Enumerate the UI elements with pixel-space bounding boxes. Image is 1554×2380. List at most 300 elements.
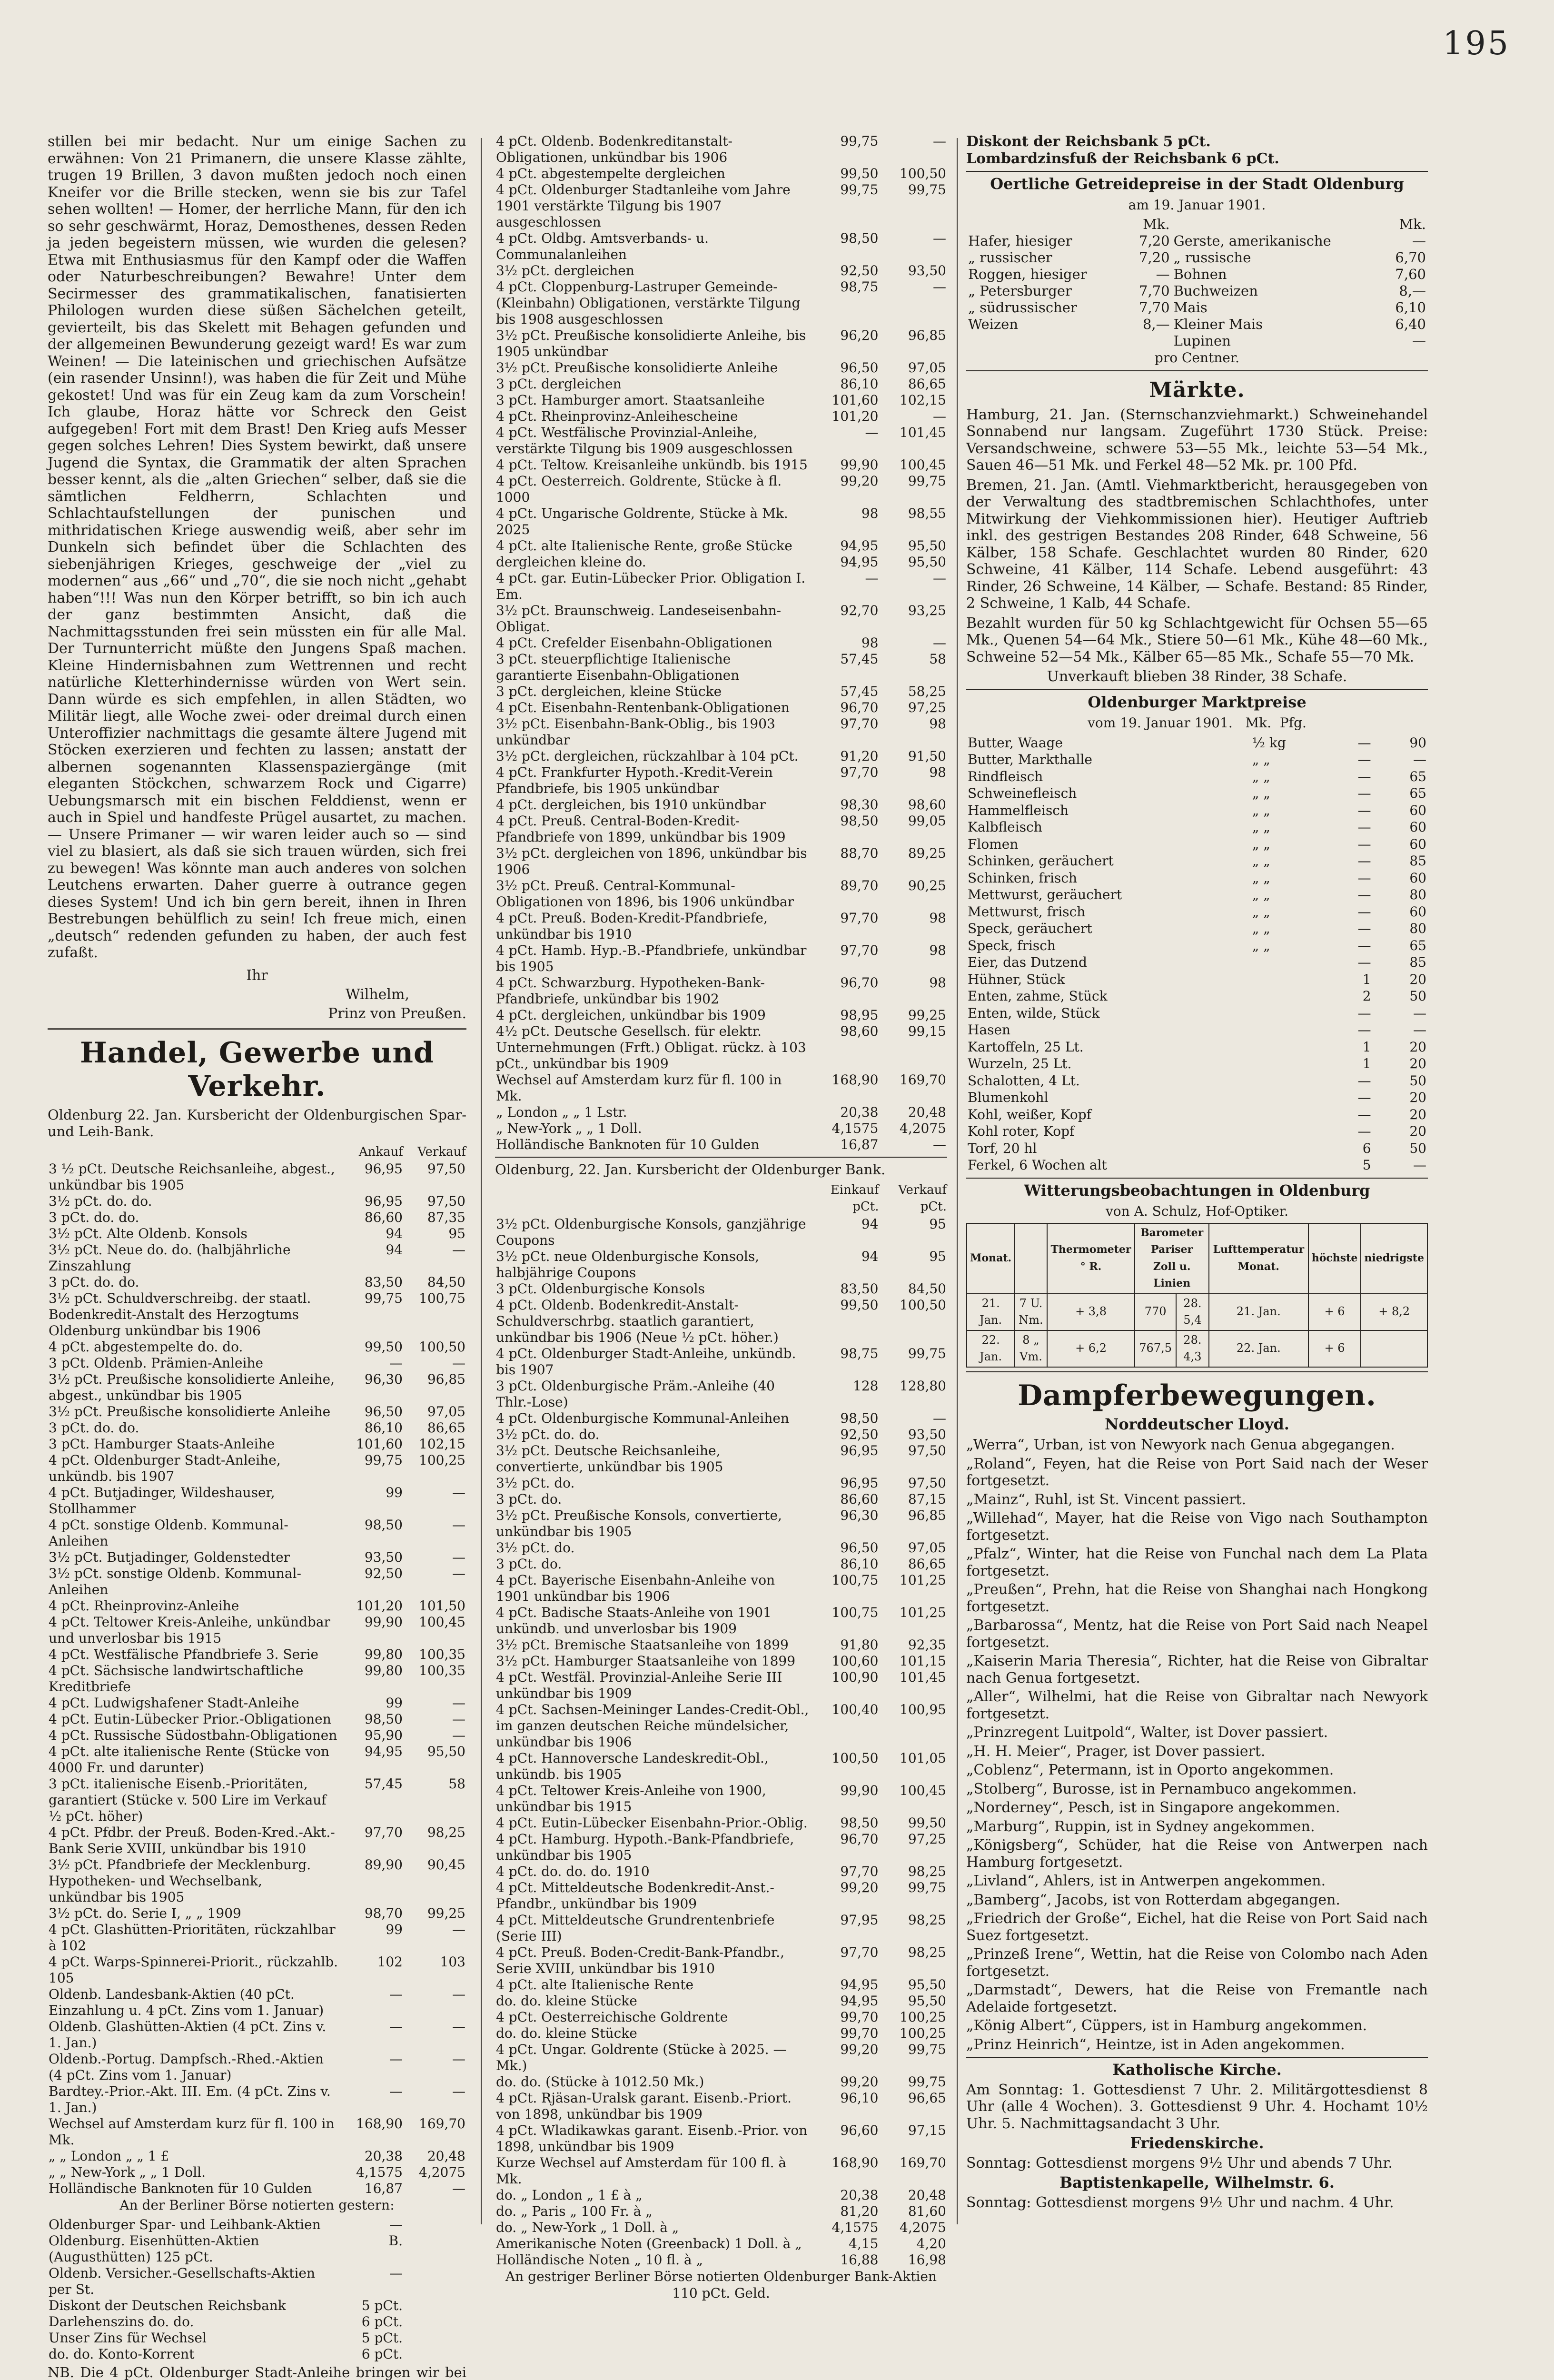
church-section (966, 2062, 1428, 2211)
item-mk: — (1317, 768, 1372, 785)
katholisch-text: Am Sonntag: 1. Gottesdienst 7 Uhr. 2. Militärgottesdienst 8 Uhr (alle 4 Wochen). 3. Gottesdienst 9 Uhr. 4. Hochamt 10½ Uhr. 5. Nachmittagsandacht 3 Uhr. (966, 2082, 1428, 2132)
table-row (495, 1072, 947, 1104)
item-pfg: 20 (1373, 1123, 1428, 1140)
table-row (495, 570, 947, 603)
grain-name: Mais (1172, 299, 1383, 316)
table-row (966, 954, 1428, 971)
row-buy: 96,10 (812, 2090, 880, 2122)
table-row (48, 1517, 466, 1549)
table-row (495, 1831, 947, 1864)
grain-price: 8,— (1383, 283, 1428, 299)
row-sell: — (404, 1986, 466, 2019)
grain-price: — (1127, 266, 1172, 283)
item-pfg: 50 (1373, 1140, 1428, 1157)
cell-zeit: 8 „ Vm. (1015, 1330, 1047, 1367)
unit-mk: Mk. (1127, 216, 1172, 233)
row-name: 3½ pCt. Preuß. Central-Kommunal-Obligationen von 1896, bis 1906 unkündbar (495, 878, 812, 910)
col-buy: Ankauf (341, 1143, 404, 1161)
row-name: 3 pCt. Hamburger amort. Staatsanleihe (495, 392, 812, 408)
table-row (495, 425, 947, 457)
row-buy: B. (341, 2233, 404, 2265)
row-buy: — (812, 570, 880, 603)
dampfer-subtitle: Norddeutscher Lloyd. (966, 1416, 1428, 1433)
row-buy: 86,60 (341, 1210, 404, 1226)
row-sell: 100,95 (880, 1702, 948, 1750)
row-buy: 94,95 (812, 1993, 880, 2009)
row-buy: — (341, 2083, 404, 2116)
item-unit (1251, 1055, 1317, 1072)
table-row (966, 1106, 1428, 1123)
table-row (966, 819, 1428, 836)
row-buy: 100,60 (812, 1653, 880, 1669)
handel-intro: Oldenburg 22. Jan. Kursbericht der Oldenburgischen Spar- und Leih-Bank. (48, 1107, 466, 1140)
table-row (495, 1137, 947, 1153)
row-name: 4 pCt. Pfdbr. der Preuß. Boden-Kred.-Akt.-Bank Serie XVIII, unkündbar bis 1910 (48, 1825, 341, 1857)
row-name: 3 pCt. steuerpflichtige Italienische garantierte Eisenbahn-Obligationen (495, 651, 812, 684)
row-buy: 168,90 (341, 2116, 404, 2148)
table-row (48, 1371, 466, 1404)
divider (966, 171, 1428, 172)
item-pfg: 90 (1373, 734, 1428, 752)
grain-name: „ Petersburger (966, 283, 1127, 299)
table-row (48, 2314, 466, 2330)
item-pfg: 20 (1373, 1055, 1428, 1072)
row-sell: 100,50 (880, 1297, 948, 1346)
row-sell: 97,25 (880, 1831, 948, 1864)
row-name: 3½ pCt. Deutsche Reichsanleihe, convertierte, unkündbar bis 1905 (495, 1443, 812, 1475)
handel-rows (48, 1161, 466, 2197)
list-item: „Kaiserin Maria Theresia“, Richter, hat die Reise von Gibraltar nach Genua fortgesetzt. (966, 1653, 1428, 1686)
row-name: dergleichen kleine do. (495, 554, 812, 570)
table-row (966, 836, 1428, 853)
row-name: 4½ pCt. Deutsche Gesellsch. für elektr. Unternehmungen (Frft.) Obligat. rückz. à 103 pCt., unkündbar bis 1909 (495, 1023, 812, 1072)
row-sell: 87,15 (880, 1491, 948, 1507)
row-name: 4 pCt. Wladikawkas garant. Eisenb.-Prior. von 1898, unkündbar bis 1909 (495, 2122, 812, 2155)
row-buy: 96,95 (341, 1161, 404, 1193)
row-sell: — (880, 570, 948, 603)
item-mk: — (1317, 836, 1372, 853)
table-row (495, 716, 947, 748)
row-sell: 95,50 (404, 1744, 466, 1776)
row-buy: 99,80 (341, 1663, 404, 1695)
row-sell: 98,60 (880, 797, 948, 813)
table-row (48, 1566, 466, 1598)
dampfer-title: Dampferbewegungen. (966, 1379, 1428, 1412)
row-name: 4 pCt. Oldenb. Bodenkreditanstalt-Obligationen, unkündbar bis 1906 (495, 133, 812, 166)
row-sell: 101,45 (880, 1669, 948, 1702)
row-name: 3 pCt. do. (495, 1491, 812, 1507)
row-sell: 91,50 (880, 748, 948, 764)
row-name: Amerikanische Noten (Greenback) 1 Doll. à „ (495, 2236, 812, 2252)
table-row (48, 1905, 466, 1922)
table-row (495, 797, 947, 813)
row-sell: 100,35 (404, 1646, 466, 1663)
row-buy: 86,10 (812, 376, 880, 392)
row-sell: 101,05 (880, 1750, 948, 1783)
row-sell: — (404, 1517, 466, 1549)
row-sell: 100,50 (880, 166, 948, 182)
row-buy: 97,70 (341, 1825, 404, 1857)
item-name: Butter, Waage (966, 734, 1251, 752)
item-unit: „ „ (1251, 802, 1317, 819)
table-header (495, 1181, 947, 1216)
row-name: 4 pCt. Preuß. Boden-Kredit-Pfandbriefe, unkündbar bis 1910 (495, 910, 812, 942)
hamburg-report: Hamburg, 21. Jan. (Sternschanzviehmarkt.) Schweinehandel Sonnabend nur langsam. Zugeführt 1730 Stück. Preise: Versandschweine, schwere 53—55 Mk., leichte 53—54 Mk., Sauen 46—51 Mk. und Ferkel 48—52 Mk. pr. 100 Pfd. (966, 407, 1428, 474)
table-row (495, 538, 947, 554)
grain-name: Lupinen (1172, 333, 1383, 349)
row-buy: — (341, 1355, 404, 1371)
row-name: 3 pCt. Oldenb. Prämien-Anleihe (48, 1355, 341, 1371)
row-buy: 96,70 (812, 1831, 880, 1864)
row-sell (404, 2346, 466, 2362)
row-buy: 168,90 (812, 2155, 880, 2187)
table-row (495, 1880, 947, 1912)
row-name: 3½ pCt. Butjadinger, Goldenstedter (48, 1549, 341, 1566)
table-row (48, 1290, 466, 1339)
item-pfg: — (1373, 1021, 1428, 1039)
row-name: 4 pCt. Crefelder Eisenbahn-Obligationen (495, 635, 812, 651)
list-item: „Königsberg“, Schüder, hat die Reise von Antwerpen nach Hamburg fortgesetzt. (966, 1837, 1428, 1871)
row-name: Diskont der Deutschen Reichsbank (48, 2298, 341, 2314)
table-row (48, 1857, 466, 1905)
row-name: 4 pCt. Mitteldeutsche Grundrentenbriefe (Serie III) (495, 1912, 812, 1944)
item-mk: — (1317, 751, 1372, 768)
row-name: 3½ pCt. Neue do. do. (halbjährliche Zinszahlung (48, 1242, 341, 1274)
row-buy: 102 (341, 1954, 404, 1986)
table-row (495, 764, 947, 797)
table-row (48, 2051, 466, 2083)
item-mk: — (1317, 903, 1372, 921)
row-name: 4 pCt. Butjadinger, Wildeshauser, Stollhammer (48, 1485, 341, 1517)
item-mk: — (1317, 954, 1372, 971)
row-sell: 96,85 (404, 1371, 466, 1404)
row-sell: — (404, 1242, 466, 1274)
row-name: 4 pCt. Teltow. Kreisanleihe unkündb. bis 1915 (495, 457, 812, 473)
row-name: 4 pCt. do. do. do. 1910 (495, 1864, 812, 1880)
row-buy: 99,20 (812, 2042, 880, 2074)
item-name: Hühner, Stück (966, 971, 1251, 988)
grain-name: „ südrussischer (966, 299, 1127, 316)
row-name: 3½ pCt. Eisenbahn-Bank-Oblig., bis 1903 unkündbar (495, 716, 812, 748)
item-pfg: 65 (1373, 768, 1428, 785)
item-mk: — (1317, 853, 1372, 870)
table-header (967, 1223, 1427, 1294)
table-row (48, 1614, 466, 1646)
letter-closing: Ihr (48, 966, 466, 985)
row-sell: 4,2075 (880, 2220, 948, 2236)
item-mk: — (1317, 886, 1372, 903)
row-name: Bardtey.-Prior.-Akt. III. Em. (4 pCt. Zins v. 1. Jan.) (48, 2083, 341, 2116)
table-row (48, 2298, 466, 2314)
row-buy: 100,90 (812, 1669, 880, 1702)
row-name: 3½ pCt. do. (495, 1475, 812, 1491)
row-sell: — (880, 635, 948, 651)
row-sell: 99,75 (880, 1880, 948, 1912)
column-middle (495, 133, 947, 2234)
item-unit (1251, 1123, 1317, 1140)
row-sell: 102,15 (880, 392, 948, 408)
row-buy: 91,20 (812, 748, 880, 764)
row-name: 3½ pCt. do. do. (48, 1193, 341, 1210)
row-name: 4 pCt. dergleichen, unkündbar bis 1909 (495, 1007, 812, 1023)
table-row (495, 1443, 947, 1475)
item-name: Blumenkohl (966, 1089, 1251, 1106)
row-buy: 100,75 (812, 1605, 880, 1637)
item-name: Butter, Markthalle (966, 751, 1251, 768)
item-mk: — (1317, 920, 1372, 937)
list-item: „Darmstadt“, Dewers, hat die Reise von Fremantle nach Adelaide fortgesetzt. (966, 1982, 1428, 2015)
item-unit: „ „ (1251, 751, 1317, 768)
row-name: „ New-York „ „ 1 Doll. (495, 1121, 812, 1137)
table-row (48, 1695, 466, 1711)
row-buy: 98,30 (812, 797, 880, 813)
table-row (495, 1491, 947, 1507)
maerkte-text (966, 407, 1428, 685)
row-sell: 95 (404, 1226, 466, 1242)
row-name: 3½ pCt. dergleichen (495, 263, 812, 279)
item-name: Hammelfleisch (966, 802, 1251, 819)
row-sell: 100,45 (880, 1783, 948, 1815)
row-sell: 101,25 (880, 1572, 948, 1605)
row-name: 4 pCt. Ungarische Goldrente, Stücke à Mk. 2025 (495, 506, 812, 538)
item-unit: ½ kg (1251, 734, 1317, 752)
row-name: 4 pCt. Mitteldeutsche Bodenkredit-Anst.-Pfandbr., unkündbar bis 1909 (495, 1880, 812, 1912)
row-name: 4 pCt. Hamb. Hyp.-B.-Pfandbriefe, unkündbar bis 1905 (495, 942, 812, 975)
grain-price: 7,70 (1127, 283, 1172, 299)
row-name: 4 pCt. Oldenburger Stadtanleihe vom Jahre 1901 verstärkte Tilgung bis 1907 ausgeschlossen (495, 182, 812, 230)
table-row (48, 2265, 466, 2298)
row-name: 4 pCt. Westfälische Pfandbriefe 3. Serie (48, 1646, 341, 1663)
table-row (495, 1864, 947, 1880)
table-row (48, 1646, 466, 1663)
row-sell: 99,75 (880, 182, 948, 230)
row-buy: 4,1575 (812, 1121, 880, 1137)
row-name: Oldenburger Spar- und Leihbank-Aktien (48, 2217, 341, 2233)
row-buy: 94 (341, 1226, 404, 1242)
row-name: „ „ London „ „ 1 £ (48, 2148, 341, 2164)
table-row (48, 2116, 466, 2148)
table-row (495, 408, 947, 425)
witterung-title: Witterungsbeobachtungen in Oldenburg (966, 1182, 1428, 1200)
row-sell: — (404, 1355, 466, 1371)
row-name: 4 pCt. Russische Südostbahn-Obligationen (48, 1727, 341, 1744)
item-name: Mettwurst, frisch (966, 903, 1251, 921)
row-sell: 100,75 (404, 1290, 466, 1339)
list-item: „Prinzeß Irene“, Wettin, hat die Reise von Colombo nach Aden fortgesetzt. (966, 1946, 1428, 1980)
item-mk: 6 (1317, 1140, 1372, 1157)
item-mk: — (1317, 1089, 1372, 1106)
row-sell: 96,65 (880, 2090, 948, 2122)
th-thermo: Thermometer ° R. (1047, 1223, 1135, 1294)
table-row (495, 813, 947, 845)
row-name: 3 pCt. do. do. (48, 1274, 341, 1290)
cell-baro2: 28. 4,3 (1176, 1330, 1209, 1367)
table-row (48, 1922, 466, 1954)
row-buy: 20,38 (341, 2148, 404, 2164)
row-sell: 98 (880, 716, 948, 748)
unsold-report: Unverkauft blieben 38 Rinder, 38 Schafe. (966, 668, 1428, 685)
row-name: Wechsel auf Amsterdam kurz für fl. 100 in Mk. (48, 2116, 341, 2148)
row-sell: — (404, 1549, 466, 1566)
row-sell: 87,35 (404, 1210, 466, 1226)
row-sell: 100,25 (880, 2025, 948, 2042)
row-buy: 99,70 (812, 2025, 880, 2042)
row-name: 4 pCt. dergleichen, bis 1910 unkündbar (495, 797, 812, 813)
bank-table (495, 1181, 947, 2268)
grain-name: Hafer, hiesiger (966, 233, 1127, 249)
table-row (495, 1605, 947, 1637)
table-row (966, 333, 1428, 349)
row-sell: 98,25 (880, 1912, 948, 1944)
item-unit: „ „ (1251, 819, 1317, 836)
table-row (966, 937, 1428, 954)
grain-name: Kleiner Mais (1172, 316, 1383, 333)
list-item: „Bamberg“, Jacobs, ist von Rotterdam abgegangen. (966, 1892, 1428, 1909)
row-buy: — (341, 2019, 404, 2051)
item-pfg: 85 (1373, 853, 1428, 870)
item-name: Schinken, frisch (966, 870, 1251, 887)
grain-price: 7,70 (1127, 299, 1172, 316)
item-unit: „ „ (1251, 836, 1317, 853)
row-name: 3½ pCt. Braunschweig. Landeseisenbahn-Obligat. (495, 603, 812, 635)
table-row (495, 376, 947, 392)
table-row (966, 1140, 1428, 1157)
row-buy: 98,50 (812, 1815, 880, 1831)
row-buy: 96,50 (341, 1404, 404, 1420)
row-name: do. do. (Stücke à 1012.50 Mk.) (495, 2074, 812, 2090)
row-name: „ „ New-York „ „ 1 Doll. (48, 2164, 341, 2181)
row-sell: 58 (404, 1776, 466, 1825)
row-sell (404, 2330, 466, 2346)
row-buy: 94 (341, 1242, 404, 1274)
marktpreise-title: Oldenburger Marktpreise (966, 694, 1428, 711)
row-buy: 98 (812, 635, 880, 651)
row-sell: 20,48 (880, 1104, 948, 1121)
row-sell: 97,25 (880, 700, 948, 716)
row-name: 3½ pCt. Bremische Staatsanleihe von 1899 (495, 1637, 812, 1653)
row-sell (404, 2298, 466, 2314)
row-buy: 99 (341, 1485, 404, 1517)
table-row (48, 1339, 466, 1355)
row-buy: 16,87 (812, 1137, 880, 1153)
row-buy: 83,50 (341, 1274, 404, 1290)
table-row (495, 2236, 947, 2252)
item-pfg: 60 (1373, 802, 1428, 819)
col-pfg: Pfg. (1280, 715, 1307, 731)
row-buy: — (341, 2265, 404, 2298)
table-row (48, 1598, 466, 1614)
signature-title: Prinz von Preußen. (48, 1004, 466, 1023)
row-sell: — (404, 1922, 466, 1954)
row-buy: 96,60 (812, 2122, 880, 2155)
row-name: 4 pCt. Ungar. Goldrente (Stücke à 2025. — Mk.) (495, 2042, 812, 2074)
row-name: 4 pCt. Teltower Kreis-Anleihe von 1900, unkündbar bis 1915 (495, 1783, 812, 1815)
row-buy: 97,70 (812, 910, 880, 942)
table-row (966, 266, 1428, 283)
table-row (48, 1727, 466, 1744)
cell-baro2: 28. 5,4 (1176, 1294, 1209, 1330)
row-sell: 20,48 (880, 2187, 948, 2203)
row-sell: — (404, 2181, 466, 2197)
item-pfg: — (1373, 1005, 1428, 1022)
item-mk: 1 (1317, 971, 1372, 988)
table-row (495, 1653, 947, 1669)
list-item: „Marburg“, Ruppin, ist in Sydney angekommen. (966, 1818, 1428, 1835)
table-row (495, 1783, 947, 1815)
item-pfg: 20 (1373, 971, 1428, 988)
row-name: 4 pCt. Cloppenburg-Lastruper Gemeinde- (Kleinbahn) Obligationen, verstärkte Tilgung bis 1908 ausgeschlossen (495, 279, 812, 327)
row-sell: 101,45 (880, 425, 948, 457)
row-sell: 98 (880, 764, 948, 797)
row-sell: 97,05 (880, 360, 948, 376)
row-sell: 169,70 (880, 1072, 948, 1104)
item-unit (1251, 988, 1317, 1005)
row-sell: 4,20 (880, 2236, 948, 2252)
row-sell: 93,25 (880, 603, 948, 635)
cell-niedrigste (1361, 1330, 1427, 1367)
row-name: Unser Zins für Wechsel (48, 2330, 341, 2346)
row-name: 3½ pCt. Alte Oldenb. Konsols (48, 1226, 341, 1242)
table-row (495, 1702, 947, 1750)
table-row (495, 230, 947, 263)
list-item: „Aller“, Wilhelmi, hat die Reise von Gibraltar nach Newyork fortgesetzt. (966, 1688, 1428, 1722)
table-row (48, 1485, 466, 1517)
grain-price (1127, 333, 1172, 349)
item-unit: „ „ (1251, 870, 1317, 887)
row-buy: 96,70 (812, 700, 880, 716)
item-unit (1251, 1072, 1317, 1090)
table-row (495, 878, 947, 910)
row-buy: 94,95 (812, 538, 880, 554)
table-row (48, 1825, 466, 1857)
row-buy: 98,50 (812, 230, 880, 263)
grain-name: Buchweizen (1172, 283, 1383, 299)
grain-name (966, 333, 1127, 349)
table-row (48, 1776, 466, 1825)
row-name: Holländische Noten „ 10 fl. à „ (495, 2252, 812, 2268)
list-item: „Pfalz“, Winter, hat die Reise von Funchal nach dem La Plata fortgesetzt. (966, 1546, 1428, 1579)
row-buy: 97,95 (812, 1912, 880, 1944)
row-name: 4 pCt. alte Italienische Rente, große Stücke (495, 538, 812, 554)
row-buy: 4,1575 (812, 2220, 880, 2236)
row-sell: 99,75 (880, 2074, 948, 2090)
grain-price: 6,70 (1383, 249, 1428, 266)
row-buy: 97,70 (812, 942, 880, 975)
row-sell: 4,2075 (404, 2164, 466, 2181)
row-sell: 169,70 (880, 2155, 948, 2187)
row-buy: 4,15 (812, 2236, 880, 2252)
row-buy: 98 (812, 506, 880, 538)
item-name: Rindfleisch (966, 768, 1251, 785)
row-sell: 98,25 (404, 1825, 466, 1857)
row-buy: 99,20 (812, 1880, 880, 1912)
row-sell: 97,50 (404, 1161, 466, 1193)
table-row (48, 1452, 466, 1485)
page-number: 195 (1443, 25, 1510, 62)
table-row (495, 1104, 947, 1121)
th-zeit (1015, 1223, 1047, 1294)
table-row (966, 1072, 1428, 1090)
row-sell: 100,25 (404, 1452, 466, 1485)
row-name: 4 pCt. Oesterreich. Goldrente, Stücke à fl. 1000 (495, 473, 812, 506)
item-unit (1251, 1089, 1317, 1106)
row-name: 3 pCt. do. (495, 1556, 812, 1572)
row-sell: — (404, 2019, 466, 2051)
table-row (48, 1355, 466, 1371)
table-row (495, 1815, 947, 1831)
table-row (48, 1744, 466, 1776)
row-name: 4 pCt. Rheinprovinz-Anleihescheine (495, 408, 812, 425)
